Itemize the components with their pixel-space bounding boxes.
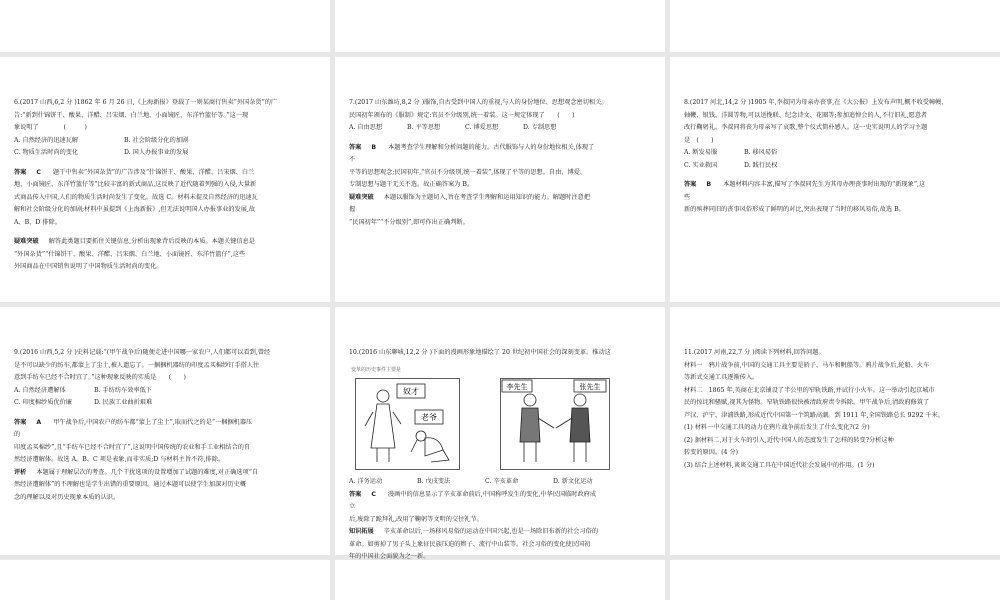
option-d: D. 专制思想	[523, 124, 557, 131]
explain-line: 专制思想与题干无关不选。故正确答案为 B。	[349, 181, 474, 188]
answer-label: 答案	[14, 168, 27, 176]
option-b: B. 移风易俗	[744, 149, 778, 156]
answer-block	[14, 417, 316, 430]
answer-label: 答案	[684, 181, 697, 188]
option-b: B. 社会阶级分化的加剧	[124, 136, 189, 144]
option-c: C. 印度棉纱质优价廉	[14, 399, 72, 406]
option-c: C. 物质生活时尚的变化	[14, 149, 79, 156]
name-tag-left: 李先生	[506, 383, 528, 391]
tip-line: 然经济遭解体”的不理解也是学生出错的重要原因。通过本题可以使学生加深对历史概	[14, 481, 247, 488]
question-line: (3) 结合上述材料,谈谈交通工具在中国近代社会发展中的作用。(1 分)	[684, 461, 875, 469]
question-line: (1) 材料一中交通工具的动力在鸦片战争前后发生了什么变化?(2 分)	[684, 424, 870, 431]
explain-line: A、B、D 排除。	[14, 218, 61, 226]
tip-line: “外国杂货”“什锦饼干、酸果、洋醋、吕宋烟、白兰地、小面镜匠、东洋竹篮仔”,这些	[14, 250, 246, 258]
answer-label: 答案	[349, 143, 362, 151]
question-line: 改行鞠躬礼。李叔同将丧为母亲写了哀歌,整个仪式简朴感人。这一史实说明人的学习主题	[684, 124, 928, 131]
options-row	[14, 397, 316, 410]
explain-line: 本题材料内容丰富,描写了李叔同先生为其母办理丧事时出现的“新现象”,这	[723, 181, 926, 188]
tip-block	[349, 526, 651, 539]
question-line: 9.(2016 山西,5,2 分 )史料记载:“(甲午战争后)随便走进中国哪一家农户,人们都可以看到,曾经	[14, 349, 271, 356]
tip-line: 解答此类题目要抓住关键信息,分析出现象背后反映的本质。本题关键信息是	[48, 238, 255, 245]
page-panel-top-1	[0, 0, 330, 52]
option-d: D. 新文化运动	[553, 478, 593, 485]
answer-label: 答案	[349, 490, 362, 498]
options-row	[684, 160, 986, 173]
options-row	[14, 385, 316, 398]
question-line: 象说明了 ( )	[14, 124, 87, 131]
page-panel-top-3	[670, 0, 1000, 52]
explain-line: 地、小面镜匠、东洋竹篮仔等”比较丰富的新式商品,这反映了近代随着列强的入侵,大量新	[14, 181, 257, 188]
tip-label: 知识拓展	[349, 528, 374, 535]
answer-label: 答案	[14, 418, 27, 426]
option-c: C. 辛亥革命	[485, 478, 519, 485]
option-a: A. 自由思想	[349, 124, 383, 131]
answer-block	[684, 179, 986, 192]
answer-block	[349, 142, 651, 155]
explain-line: 式商品传入中国,人们的物质生活时尚发生了变化。故选 C。材料未提及自然经济的迅速瓦	[14, 193, 258, 201]
options-row	[14, 135, 316, 148]
question-9-panel	[0, 307, 330, 555]
tip-block	[14, 467, 316, 480]
option-c: C. 实业救国	[684, 161, 718, 169]
name-tag-right: 张先生	[579, 383, 601, 391]
answer-block	[14, 167, 316, 180]
explain-line: 甲午战争后,中国农户的纺车都“蒙上了尘土”,取而代之的是“一捆捆机器压	[53, 418, 253, 426]
question-line: 轴鞭、银钱、洋圆等物,可以送挽联、纪念诗文、花圈等;参加追悼会的人,不行旧礼,愿意者	[684, 111, 928, 119]
explain-line: 后,废除了跪拜礼,改用了鞠躬等文明的交往礼节。	[349, 515, 483, 523]
cartoon-left-kneeling-servant	[355, 378, 460, 470]
cartoon-figure	[349, 378, 651, 470]
tip-line: 辛亥革命以后,一场移风易俗的运动在中国兴起,也是一场除旧布新的社会习俗的	[383, 528, 599, 535]
option-a: A. 断发易服	[684, 149, 718, 156]
answer-value: B	[371, 143, 377, 151]
tip-label: 疑难突破	[349, 193, 374, 201]
question-10-panel	[335, 307, 665, 560]
explain-line: 平等的思想观念;民国初年,“官员不分级别,统一着装”,体现了平等的思想。自由、博爱、	[349, 168, 587, 176]
question-line: 10.(2016 山东聊城,12,2 分 )下面的漫画形象地描绘了 20 世纪初中国社会的深刻变革。推动这	[349, 349, 611, 356]
question-8-panel	[670, 57, 1000, 302]
question-6-panel	[0, 57, 330, 302]
option-d: D. 国人办报事业的发展	[124, 149, 189, 156]
answer-value: B	[706, 181, 712, 188]
explain-line: 本题考查学生理解和分析问题的能力。古代服饰与人的身份地位相关,体现了	[388, 143, 595, 151]
question-line: 6.(2017 山西,6,2 分 )1862 年 6 月 26 日,《上海新报》登载了一则某商行售卖“外国杂货”的广	[14, 99, 278, 106]
question-line: 8.(2017 河北,14,2 分 )1905 年,李叔同为母亲办丧事,在《大公报》上发布声明,概不收受幛幔、	[684, 99, 948, 106]
question-7-panel	[335, 57, 665, 302]
tip-line: 念的理解以及对历史现象本质的认识。	[14, 493, 120, 501]
option-b: B. 平等思想	[407, 124, 441, 131]
question-line: 材料一 鸦片战争前,中国的交通工具主要是轿子、马车和帆船等。鸦片战争后,轮船、火车	[684, 361, 930, 369]
option-a: A. 自然经济遭解体	[14, 386, 66, 394]
explain-line: 题干中售卖“外国杂货”的广告涉及“什锦饼干、酸果、洋醋、吕宋烟、白兰	[52, 168, 255, 176]
question-line: 民的惊诧和骚赋,视其为怪物。窄轨铁路很快被清政府责令拆除。甲午战争后,清政府修筑了	[684, 399, 930, 406]
question-line: 告:“新到什锦饼干、酸果、洋醋、吕宋烟、白兰地、小面镜匠、东洋竹篮仔等。”这一现	[14, 111, 249, 119]
question-line: 转变的原因。(4 分)	[684, 449, 739, 456]
options-row	[349, 122, 651, 135]
tip-block	[14, 236, 316, 249]
question-line: (2) 据材料二,对于火车的引入,近代中国人的态度发生了怎样的转变?分析这种	[684, 436, 894, 444]
option-d: D. 践行民权	[744, 161, 778, 169]
question-line: 材料二 1865 年,英商在北京铺设了半公里的窄轨铁路,并试行小火车。这一举动引起京城市	[684, 386, 935, 394]
answer-value: A	[36, 418, 42, 426]
page-panel-bottom-3	[670, 560, 1000, 600]
explain-line: 然经济遭解体。故选 A。B、C 项是表象,而非实质;D 与材料主旨不符,排除。	[14, 456, 225, 463]
page-panel-bottom-2	[335, 560, 665, 600]
tip-label: 评析	[14, 468, 27, 476]
option-a: A. 洋务运动	[349, 478, 383, 485]
options-row	[684, 147, 986, 160]
answer-block	[349, 489, 651, 502]
tip-line: 握	[349, 206, 356, 213]
option-c: C. 博爱思想	[465, 124, 499, 131]
explain-line: 印度孟买棉纱”,且“手纺车已经不合时宜了”,这说明中国传统的农业和手工业相结合的自	[14, 443, 251, 451]
question-line: 民国初年颁布的《服制》规定:官员不分级别,统一着装。这一规定体现了 ( )	[349, 111, 575, 119]
tip-line: “民国初年”“不分级别”,即可作出正确判断。	[349, 218, 469, 226]
tip-line: 外国商品在中国销售说明了中国物质生活时尚的变化。	[14, 263, 163, 270]
option-d: D. 民族工业曲折艰难	[94, 399, 153, 406]
answer-value: C	[371, 490, 376, 498]
page-panel-top-2	[335, 0, 665, 52]
page-panel-bottom-1	[0, 560, 330, 600]
explain-line: 解和社会阶级分化的加剧;材料中虽提到《上海新报》,但无法说明国人办报事业的发展,故	[14, 206, 256, 213]
cartoon-right-handshake	[500, 378, 610, 470]
question-line: 意到手纺车已经不合时宜了。”这种现象反映的实质是 ( )	[14, 374, 186, 381]
option-a: A. 自然经济的迅速瓦解	[14, 136, 79, 144]
question-line: 是 ( )	[684, 136, 714, 144]
tip-line: 本题以服饰为主题切入,旨在考查学生理解和运用知识的能力。解题时注意把	[383, 193, 590, 201]
tip-line: 年的中国社会面貌为之一新。	[349, 553, 430, 560]
question-line: 7.(2017 山东潍坊,8,2 分 )服饰,自古受到中国人的重视,与人的身份地位、思想观念密切相关。	[349, 99, 608, 106]
tip-label: 疑难突破	[14, 238, 39, 245]
question-line: 11.(2017 河南,22,7 分 )阅读下列材料,回答问题。	[684, 349, 825, 356]
options-row	[349, 476, 651, 489]
tip-line: 本题属于理解层次的考查。几个干扰选项的设置增加了试题的难度,对正确选项“自	[36, 468, 259, 476]
explain-line: 漫画中的信息显示了辛亥革命前后,中国称呼发生的变化,中华民国临时政府成	[387, 490, 597, 498]
explain-line: 的	[14, 431, 21, 438]
explain-line: 新的殡葬同旧的丧事风俗形成了鲜明的对比,突出表现了当时的移风易俗,故选 B。	[684, 206, 905, 213]
option-b: B. 手纺纺车效率低下	[94, 386, 152, 394]
question-line: 等新式交通工具逐渐传入。	[684, 374, 759, 381]
answer-value: C	[36, 168, 41, 176]
tip-block	[349, 192, 651, 205]
explain-line: 不	[349, 156, 356, 163]
speech-label-master: 老爷	[421, 413, 437, 422]
tip-line: 革命。如剪掉了男子头上象征民族压迫的辫子、流行中山装等。社会习俗的变化使民国初	[349, 540, 591, 548]
option-b: B. 戊戌变法	[417, 478, 451, 485]
explain-line: 些	[684, 193, 691, 201]
question-11-panel	[670, 307, 1000, 555]
options-row	[14, 147, 316, 160]
question-line: 芦汉、沪宁、津浦铁路,形成近代中国第一个筑路高潮。到 1911 年,全国铁路总长 9292 千米。	[684, 411, 944, 419]
cartoon-title: 变革的历史事件主要是	[351, 366, 402, 373]
question-line: 是不可以缺少的纺车,都蒙上了尘土,被人遗忘了。一捆捆机器纺的印度孟买棉纱钉手搭人往	[14, 361, 260, 369]
explain-line: 立	[349, 503, 356, 510]
speech-label-servant: 奴才	[403, 387, 419, 396]
